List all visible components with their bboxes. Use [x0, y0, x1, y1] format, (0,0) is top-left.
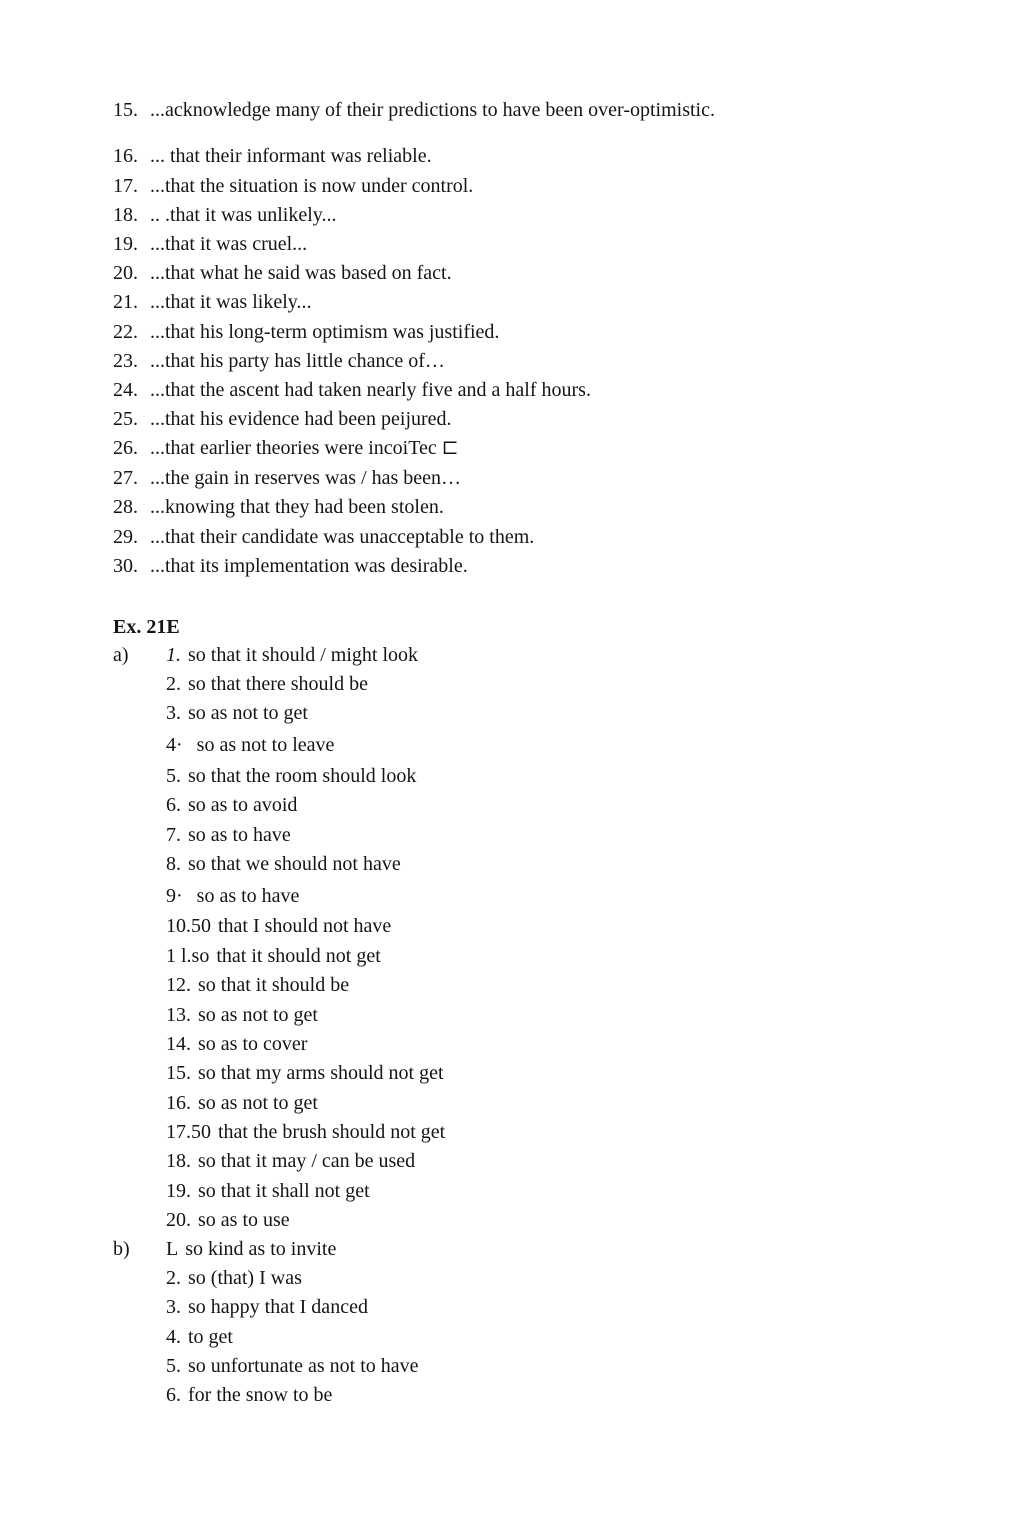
- item-text: so as not to get: [198, 1092, 318, 1114]
- item-number: 6.: [166, 1384, 181, 1406]
- item-text: so that there should be: [188, 673, 368, 695]
- list-item: [166, 764, 416, 788]
- answer-number: 24.: [113, 379, 138, 401]
- answer-text: ...that earlier theories were incoiTec ⊏: [150, 437, 459, 459]
- answer-line: [113, 320, 499, 344]
- item-number: 4.: [166, 1326, 181, 1348]
- item-number: 5.: [166, 1355, 181, 1377]
- item-number: 20.: [166, 1209, 191, 1231]
- item-number: 1 l.so: [166, 945, 210, 967]
- list-item: [166, 852, 401, 876]
- list-item: [166, 1149, 415, 1173]
- exercise-heading: Ex. 21E: [113, 616, 180, 638]
- answer-line: [113, 436, 459, 460]
- answer-text: ...that his evidence had been peijured.: [150, 408, 452, 430]
- list-item: [166, 1120, 445, 1144]
- item-number: 14.: [166, 1033, 191, 1055]
- item-number: 9·: [166, 885, 183, 907]
- answer-number: 29.: [113, 526, 138, 548]
- part-a-label: a): [113, 644, 129, 666]
- item-text: that it should not get: [216, 945, 381, 967]
- item-number: 17.50: [166, 1121, 211, 1143]
- answer-line: [113, 232, 307, 256]
- item-number: 4·: [166, 734, 183, 756]
- item-text: so unfortunate as not to have: [188, 1355, 419, 1377]
- item-text: so that it shall not get: [198, 1180, 370, 1202]
- answer-text: ...that it was cruel...: [150, 233, 308, 255]
- answer-line: [113, 290, 311, 314]
- answer-line: [113, 378, 591, 402]
- item-text: so as to have: [188, 824, 291, 846]
- item-number: 7.: [166, 824, 181, 846]
- item-number: 3.: [166, 1296, 181, 1318]
- item-number: 15.: [166, 1062, 191, 1084]
- answer-text: ...that it was likely...: [150, 291, 312, 313]
- list-item: [166, 1208, 290, 1232]
- list-item: [166, 672, 368, 696]
- item-text: so that it should be: [198, 974, 350, 996]
- answer-text: ...that the ascent had taken nearly five and a half hours.: [150, 379, 591, 401]
- item-number: 12.: [166, 974, 191, 996]
- answer-line: [113, 349, 445, 373]
- item-number: 13.: [166, 1004, 191, 1026]
- item-text: so as to cover: [198, 1033, 308, 1055]
- answer-line: [113, 174, 473, 198]
- answer-number: 17.: [113, 175, 138, 197]
- answer-text: ... that their informant was reliable.: [150, 145, 432, 167]
- list-item: [166, 1179, 370, 1203]
- list-item: [166, 1003, 318, 1027]
- list-item: [166, 914, 391, 938]
- answer-line: [113, 495, 444, 519]
- item-text: so that the room should look: [188, 765, 417, 787]
- list-item: [166, 1091, 318, 1115]
- answer-line: [113, 261, 452, 285]
- list-item: [166, 884, 299, 908]
- item-number: 16.: [166, 1092, 191, 1114]
- list-item: [166, 733, 334, 757]
- answer-text: .. .that it was unlikely...: [150, 204, 337, 226]
- answer-number: 26.: [113, 437, 138, 459]
- answer-text: ...that its implementation was desirable.: [150, 555, 468, 577]
- item-text: that the brush should not get: [218, 1121, 446, 1143]
- answer-number: 19.: [113, 233, 138, 255]
- item-text: to get: [188, 1326, 233, 1348]
- item-text: so that it should / might look: [188, 644, 419, 666]
- list-item: [166, 1354, 419, 1378]
- item-number: 6.: [166, 794, 181, 816]
- list-item: [166, 823, 291, 847]
- answer-line: [113, 525, 534, 549]
- list-item: [166, 973, 349, 997]
- answer-line: [113, 407, 452, 431]
- list-item: [166, 1295, 368, 1319]
- item-text: so (that) I was: [188, 1267, 302, 1289]
- list-item: [166, 793, 297, 817]
- list-item: [166, 701, 308, 725]
- item-text: so happy that I danced: [188, 1296, 368, 1318]
- item-number: 10.50: [166, 915, 211, 937]
- answer-number: 20.: [113, 262, 138, 284]
- list-item: [166, 643, 418, 667]
- answer-number: 16.: [113, 145, 138, 167]
- item-number: 5.: [166, 765, 181, 787]
- item-text: so that it may / can be used: [198, 1150, 416, 1172]
- answer-number: 15.: [113, 99, 138, 121]
- answer-text: ...that his long-term optimism was justified.: [150, 321, 500, 343]
- item-text: that I should not have: [218, 915, 392, 937]
- answer-number: 27.: [113, 467, 138, 489]
- answer-number: 21.: [113, 291, 138, 313]
- answer-number: 30.: [113, 555, 138, 577]
- item-text: so as to have: [196, 885, 300, 907]
- answer-number: 22.: [113, 321, 138, 343]
- item-number: L: [166, 1238, 179, 1260]
- answer-text: ...that his party has little chance of…: [150, 350, 445, 372]
- answer-number: 28.: [113, 496, 138, 518]
- answer-text: ...the gain in reserves was / has been…: [150, 467, 462, 489]
- list-item: [166, 1237, 336, 1261]
- item-text: so as not to leave: [196, 734, 335, 756]
- item-number: 2.: [166, 1267, 181, 1289]
- item-number: 2.: [166, 673, 181, 695]
- list-item: [166, 1383, 332, 1407]
- answer-line: [113, 554, 468, 578]
- item-text: for the snow to be: [188, 1384, 333, 1406]
- answer-text: ...acknowledge many of their predictions to have been over-optimistic.: [150, 99, 715, 121]
- answer-text: ...that what he said was based on fact.: [150, 262, 452, 284]
- item-text: so as not to get: [198, 1004, 318, 1026]
- item-number: 19.: [166, 1180, 191, 1202]
- answer-text: ...that the situation is now under control.: [150, 175, 474, 197]
- item-text: so as to avoid: [188, 794, 298, 816]
- item-number: 18.: [166, 1150, 191, 1172]
- item-number: 3.: [166, 702, 181, 724]
- list-item: [166, 1266, 302, 1290]
- answer-text: ...that their candidate was unacceptable to them.: [150, 526, 535, 548]
- item-text: so kind as to invite: [185, 1238, 337, 1260]
- answer-number: 23.: [113, 350, 138, 372]
- list-item: [166, 1032, 307, 1056]
- answer-line: [113, 144, 432, 168]
- answer-line: [113, 203, 336, 227]
- item-text: so that my arms should not get: [198, 1062, 444, 1084]
- item-text: so that we should not have: [188, 853, 401, 875]
- answer-text: ...knowing that they had been stolen.: [150, 496, 444, 518]
- item-number: 1.: [166, 644, 181, 666]
- answer-line: [113, 466, 461, 490]
- item-number: 8.: [166, 853, 181, 875]
- answer-number: 25.: [113, 408, 138, 430]
- answer-number: 18.: [113, 204, 138, 226]
- part-b-label: b): [113, 1238, 130, 1260]
- answer-line: [113, 98, 715, 122]
- list-item: [166, 1325, 233, 1349]
- list-item: [166, 1061, 444, 1085]
- item-text: so as to use: [198, 1209, 290, 1231]
- item-text: so as not to get: [188, 702, 308, 724]
- list-item: [166, 944, 381, 968]
